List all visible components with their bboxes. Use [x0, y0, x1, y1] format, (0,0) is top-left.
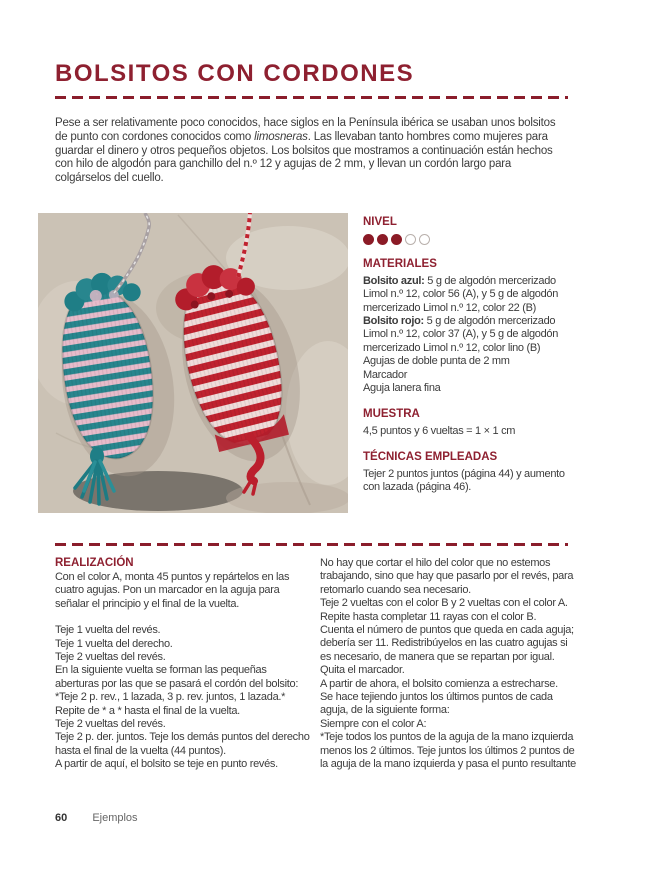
instruction-line: A partir de ahora, el bolsito comienza a estrecharse. [320, 677, 558, 690]
pouches-photo-illustration [38, 213, 348, 513]
intro-paragraph [55, 117, 570, 186]
instruction-line: A partir de aquí, el bolsito se teje en punto revés. [55, 758, 278, 771]
instruction-line: Cuenta el número de puntos que queda en cada aguja; debería ser 11. Redistribúyelos en las cuatro agujas si es necesario, de manera que se repartan por igual. [320, 624, 574, 663]
intro-text-pre: Pese a ser relativamente poco conocidos, hace siglos en la Península ibérica se usaban unos bolsitos de punto con cordones conocidos como [55, 117, 556, 143]
material-item: Agujas de doble punta de 2 mm [363, 355, 510, 368]
pouches-photo [38, 213, 348, 513]
difficulty-dot [377, 234, 388, 245]
instruction-line: En la siguiente vuelta se forman las pequeñas aberturas por las que se pasará el cordón del bolsito: [55, 664, 299, 690]
instruction-line: *Teje 2 p. rev., 1 lazada, 3 p. rev. juntos, 1 lazada.* Repite de * a * hasta el final de la vuelta. [55, 691, 286, 717]
section-dashed-rule [55, 543, 568, 546]
material-item: Marcador [363, 368, 408, 381]
intro-text-post: . Las llevaban tanto hombres como mujeres para guardar el dinero y otros pequeños objetos. Los bolsitos que mostramos a continuación están hechos con hilo de algodón para ganchillo del n.º 12 y agujas de 2 mm, y llevan un cordón largo para colgárselos del cuello. [55, 130, 553, 185]
title-dashed-rule [55, 96, 568, 99]
difficulty-dots [363, 234, 569, 245]
instruction-line: Teje 2 vueltas del revés. [55, 718, 166, 731]
material-item: Bolsito rojo: 5 g de algodón mercerizado Limol n.º 12, color 37 (A), y 5 g de algodón mercerizado Limol n.º 12, color lino (B) [363, 315, 559, 354]
project-info-sidebar [363, 216, 569, 495]
material-item: Bolsito azul: 5 g de algodón mercerizado Limol n.º 12, color 56 (A), y 5 g de algodón mercerizado Limol n.º 12, color 22 (B) [363, 274, 559, 314]
page-footer [55, 812, 138, 824]
difficulty-dot [363, 234, 374, 245]
material-item: Aguja lanera fina [363, 382, 441, 395]
instruction-line: No hay que cortar el hilo del color que no estemos trabajando, sino que hay que pasarlo por el revés, para retomarlo cuando sea necesario. [320, 557, 574, 596]
realizacion-heading: REALIZACIÓN [55, 557, 134, 569]
muestra-text: 4,5 puntos y 6 vueltas = 1 × 1 cm [363, 424, 516, 437]
instruction-line: Siempre con el color A: [320, 717, 427, 730]
footer-section-label: Ejemplos [92, 812, 138, 824]
materiales-heading: MATERIALES [363, 258, 437, 271]
instruction-line: Teje 2 vueltas con el color B y 2 vueltas con el color A. [320, 597, 568, 610]
page-number: 60 [55, 812, 68, 824]
instruction-line: Repite hasta completar 11 rayas con el color B. [320, 610, 537, 623]
tecnicas-heading: TÉCNICAS EMPLEADAS [363, 451, 498, 464]
page-title: BOLSITOS CON CORDONES [55, 60, 415, 87]
intro-italic-term: limosneras [254, 130, 308, 143]
instruction-line: Teje 1 vuelta del derecho. [55, 637, 173, 650]
instruction-line: Con el color A, monta 45 puntos y repártelos en las cuatro agujas. Pon un marcador en la aguja para señalar el principio y el final de la vuelta. [55, 571, 290, 610]
instruction-line: Se hace tejiendo juntos los últimos puntos de cada aguja, de la siguiente forma: [320, 691, 553, 717]
materials-list [363, 275, 569, 396]
difficulty-dot [419, 234, 430, 245]
instructions-left-column [55, 571, 311, 772]
muestra-heading: MUESTRA [363, 408, 420, 421]
instruction-line: *Teje todos los puntos de la aguja de la mano izquierda menos los 2 últimos. Teje juntos los últimos 2 puntos de la aguja de la mano izquierda y pasa el punto resultante [320, 731, 576, 771]
difficulty-dot [391, 234, 402, 245]
instruction-line: Teje 2 vueltas del revés. [55, 651, 166, 664]
instruction-line: Quita el marcador. [320, 664, 405, 677]
instruction-line: Teje 1 vuelta del revés. [55, 624, 161, 637]
instructions-right-column [320, 557, 576, 772]
tecnicas-text: Tejer 2 puntos juntos (página 44) y aumento con lazada (página 46). [363, 467, 565, 494]
instruction-line: Teje 2 p. der. juntos. Teje los demás puntos del derecho hasta el final de la vuelta (44 puntos). [55, 731, 310, 757]
difficulty-dot [405, 234, 416, 245]
nivel-heading: NIVEL [363, 216, 397, 228]
